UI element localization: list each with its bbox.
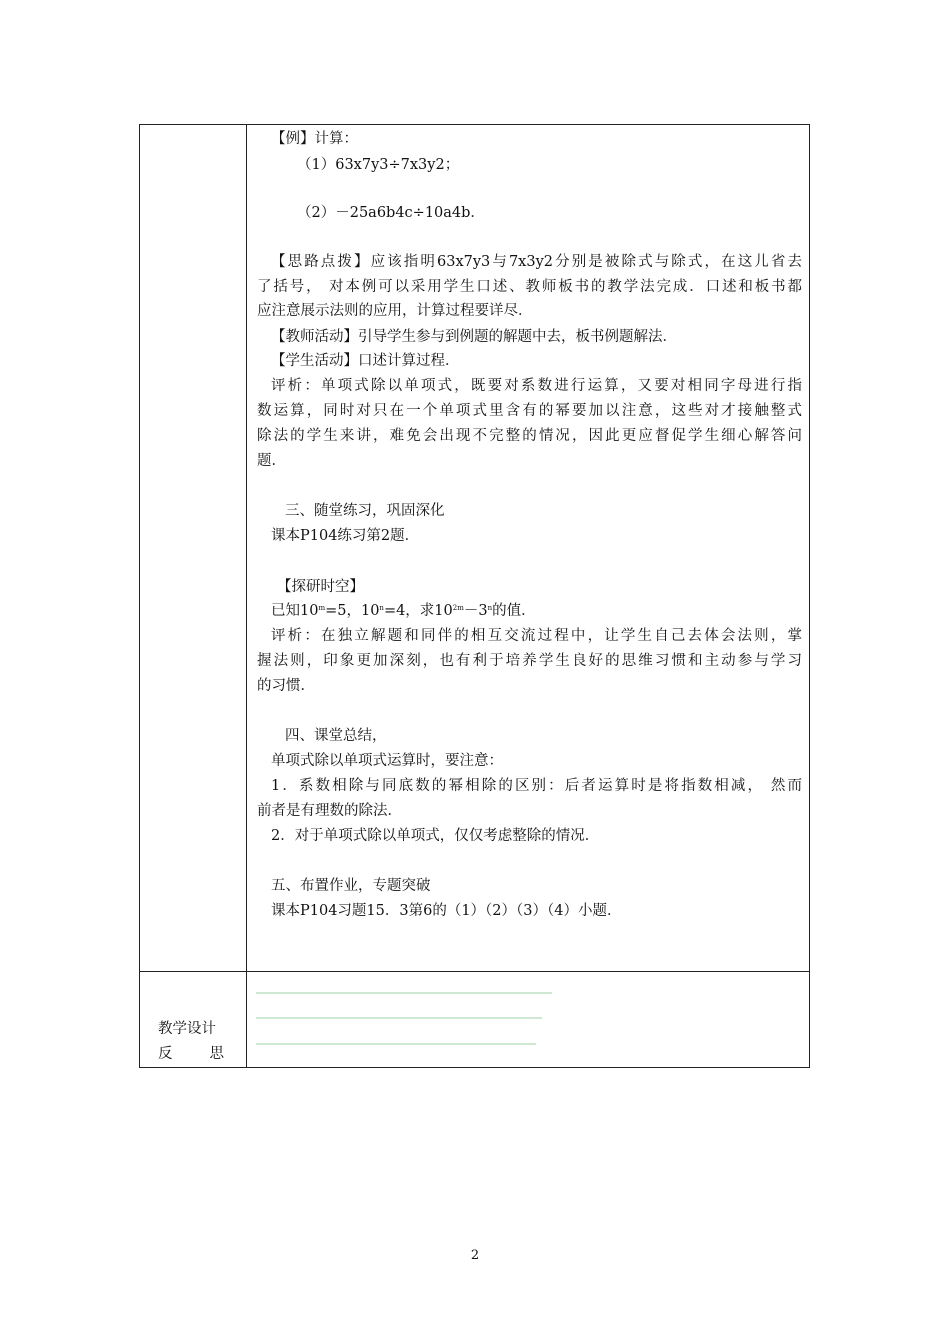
section4-item1-line-1: 1．系数相除与同底数的幂相除的区别：后者运算时是将指数相减， 然而	[271, 778, 802, 794]
hint-line-2: 了括号， 对本例可以采用学生口述、教师板书的教学法完成．口述和板书都	[257, 279, 802, 295]
comment2-line-1: 评析：在独立解题和同伴的相互交流过程中，让学生自己去体会法则，掌	[271, 628, 802, 644]
write-line-2[interactable]	[256, 1017, 542, 1019]
comment2-line-2: 握法则，印象更加深刻，也有利于培养学生良好的思维习惯和主动参与学习	[257, 653, 802, 669]
comment1-line-4: 题．	[257, 453, 286, 469]
section3-text: 课本P104练习第2题．	[271, 528, 420, 544]
hint-line-3: 应注意展示法则的应用，计算过程要详尽．	[257, 303, 533, 319]
section4-item2: 2．对于单项式除以单项式，仅仅考虑整除的情况．	[271, 828, 600, 844]
section5-text: 课本P104习题15．3第6的（1）（2）（3）（4）小题．	[271, 903, 622, 919]
write-line-3[interactable]	[256, 1043, 536, 1045]
student-activity: 【学生活动】口述计算过程．	[271, 353, 460, 369]
reflection-label-line-2: 反思	[158, 1046, 224, 1062]
column-divider	[246, 125, 247, 1067]
reflection-label-line-1: 教学设计	[158, 1021, 216, 1037]
example-question-2: （2）－25a6b4c÷10a4b．	[297, 205, 485, 221]
comment1-line-3: 除法的学生来讲，难免会出现不完整的情况，因此更应督促学生细心解答问	[257, 428, 802, 444]
section5-title: 五、布置作业，专题突破	[271, 878, 431, 894]
row-divider	[140, 971, 809, 972]
section4-intro: 单项式除以单项式运算时，要注意：	[271, 753, 503, 769]
section4-item1-line-2: 前者是有理数的除法．	[257, 803, 402, 819]
section4-title: 四、课堂总结，	[285, 728, 387, 744]
explore-question: 已知$10^m=5$，$10^n=4$，求$10^{2m}-3^n$的值．	[271, 603, 536, 619]
comment1-line-1: 评析：单项式除以单项式，既要对系数进行运算，又要对相同字母进行指	[271, 378, 802, 394]
hint-line-1: 【思路点拨】应该指明63x7y3与7x3y2分别是被除式与除式，在这儿省去	[271, 254, 802, 270]
write-line-1[interactable]	[256, 992, 552, 994]
explore-title: 【探研时空】	[277, 579, 364, 595]
page-number: 2	[470, 1248, 480, 1263]
example-heading: 【例】计算：	[271, 131, 358, 147]
lesson-table	[139, 124, 810, 1068]
comment2-line-3: 的习惯．	[257, 678, 315, 694]
example-question-1: （1）63x7y3÷7x3y2；	[297, 157, 460, 173]
comment1-line-2: 数运算，同时对只在一个单项式里含有的幂要加以注意，这些对才接触整式	[257, 403, 802, 419]
teacher-activity: 【教师活动】引导学生参与到例题的解题中去，板书例题解法．	[271, 329, 677, 345]
section3-title: 三、随堂练习，巩固深化	[285, 503, 445, 519]
